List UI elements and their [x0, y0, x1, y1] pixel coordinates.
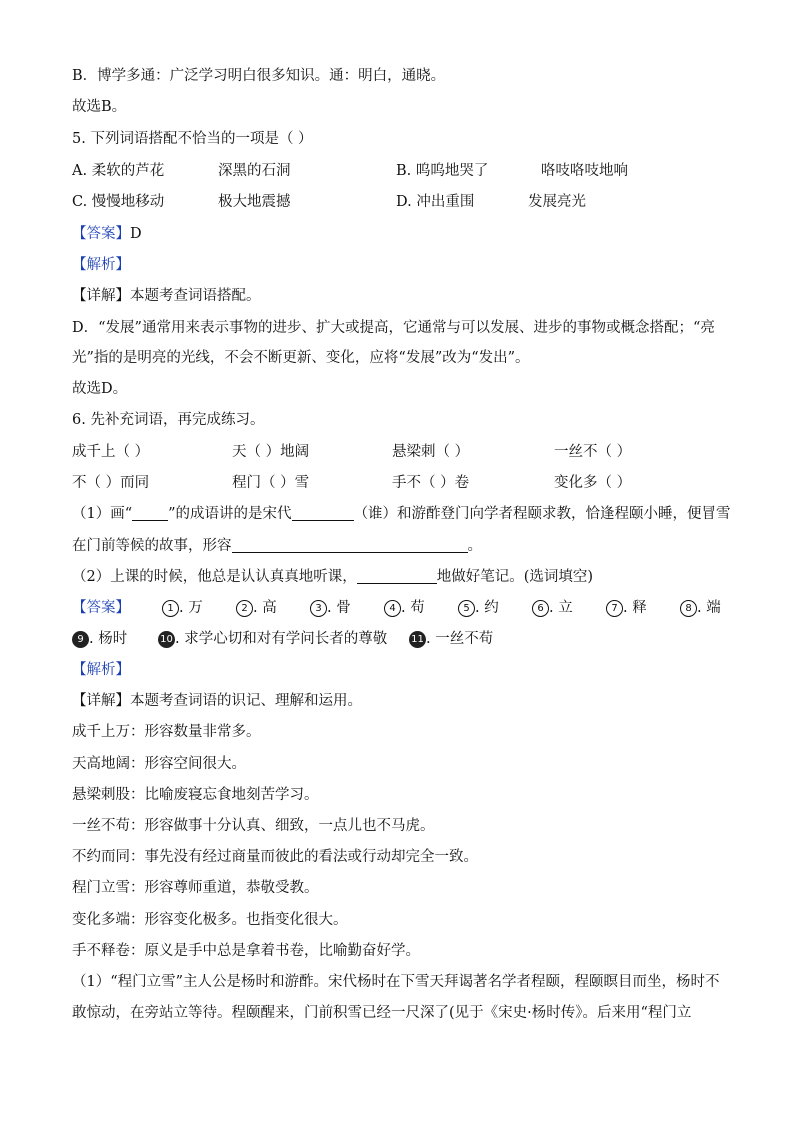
blank-line — [132, 504, 168, 521]
circled-number: 4 — [384, 600, 401, 617]
explain-7: 变化多端：形容变化极多。也指变化很大。 — [72, 912, 348, 928]
detail-5-text: 本题考查词语搭配。 — [130, 288, 261, 304]
explain-3: 悬梁刺股：比喻废寝忘食地刻苦学习。 — [72, 787, 319, 803]
answer-value: 万 — [188, 600, 203, 616]
answer-6-9: 9 . 杨时 — [72, 629, 127, 649]
option-b-explanation: B．博学多通：广泛学习明白很多知识。通：明白，通晓。 — [72, 68, 446, 84]
circled-number: 1 — [162, 600, 179, 617]
answer-value: 高 — [262, 600, 277, 616]
answer-value: 立 — [558, 600, 573, 616]
detail-6 — [72, 691, 362, 711]
word-blank-4: 一丝不（ ） — [554, 444, 632, 460]
question-5: 5. 下列词语搭配不恰当的一项是（ ） — [72, 131, 313, 147]
answer-value: 释 — [632, 600, 647, 616]
detail-label: 【详解】 — [72, 288, 130, 304]
word-blank-2: 天（ ）地阔 — [232, 444, 310, 460]
circled-number: 7 — [606, 600, 623, 617]
answer-label: 【答案】 — [72, 226, 130, 242]
subquestion-1-line1 — [72, 504, 731, 524]
sub1-part-d: 在门前等候的故事，形容 — [72, 538, 232, 554]
word-blank-8: 变化多（ ） — [554, 475, 632, 491]
word-blank-3: 悬梁刺（ ） — [392, 444, 470, 460]
blank-line — [357, 567, 437, 584]
analysis-label-6: 【解析】 — [72, 662, 130, 678]
conclusion-b: 故选B。 — [72, 99, 127, 115]
question-6: 6. 先补充词语，再完成练习。 — [72, 412, 265, 428]
q5-option-c: C. 慢慢地移动 — [72, 194, 165, 210]
word-blank-1: 成千上（ ） — [72, 444, 150, 460]
explain-1: 成千上万：形容数量非常多。 — [72, 724, 261, 740]
analysis-label-5: 【解析】 — [72, 257, 130, 273]
subquestion-2 — [72, 567, 593, 587]
circled-number: 3 — [310, 600, 327, 617]
circled-number: 2 — [236, 600, 253, 617]
answer-5 — [72, 224, 142, 244]
circled-number: 8 — [680, 600, 697, 617]
answer-6-1: 1 . 万 — [162, 598, 203, 618]
answer-6-7: 7 . 释 — [606, 598, 647, 618]
sub1-part-b: ”的成语讲的是宋代 — [168, 506, 292, 522]
q5-option-c-2: 极大地震撼 — [218, 194, 291, 210]
explain-5: 不约而同：事先没有经过商量而彼此的看法或行动却完全一致。 — [72, 849, 478, 865]
detail-6-text: 本题考查词语的识记、理解和运用。 — [130, 693, 362, 709]
sub2-part-b: 地做好笔记。(选词填空) — [436, 569, 594, 585]
q5-option-b: B. 呜呜地哭了 — [396, 163, 489, 179]
answer-value: 求学心切和对有学问长者的尊敬 — [184, 631, 388, 647]
q5-option-d: D. 冲出重围 — [396, 194, 475, 210]
q5-option-a: A. 柔软的芦花 — [72, 163, 165, 179]
answer-6-11: 11 . 一丝不苟 — [409, 629, 493, 649]
detail-label: 【详解】 — [72, 693, 130, 709]
answer-6-8: 8 . 端 — [680, 598, 721, 618]
q5-option-d-2: 发展亮光 — [528, 194, 586, 210]
answer-5-value: D — [130, 226, 142, 242]
word-blank-5: 不（ ）而同 — [72, 475, 150, 491]
circled-number: 6 — [532, 600, 549, 617]
answer-value: 杨时 — [98, 631, 128, 647]
final-paragraph-line2: 敢惊动，在旁站立等待。程颐醒来，门前积雪已经一尺深了(见于《宋史·杨时传》。后来用“程门立 — [72, 1005, 692, 1021]
explain-8: 手不释卷：原义是手中总是拿着书卷，比喻勤奋好学。 — [72, 943, 420, 959]
conclusion-d: 故选D。 — [72, 381, 128, 397]
circled-number: 5 — [458, 600, 475, 617]
sub1-part-a: （1）画“ — [72, 506, 133, 522]
sub1-part-e: 。 — [467, 538, 482, 554]
answer-value: 骨 — [336, 600, 351, 616]
circled-number: 9 — [72, 631, 89, 648]
q5-option-b-2: 咯吱咯吱地响 — [541, 163, 628, 179]
sub2-part-a: （2）上课的时候，他总是认认真真地听课， — [72, 569, 357, 585]
answer-6-5: 5 . 约 — [458, 598, 499, 618]
circled-number: 10 — [158, 631, 175, 648]
q5-option-a-2: 深黑的石洞 — [218, 163, 291, 179]
sub1-part-c: （谁）和游酢登门向学者程颐求教，恰逢程颐小睡，便冒雪 — [353, 506, 731, 522]
answer-6-6: 6 . 立 — [532, 598, 573, 618]
detail-5 — [72, 286, 261, 306]
answer-value: 苟 — [410, 600, 425, 616]
answer-value: 一丝不苟 — [435, 631, 494, 647]
explain-6: 程门立雪：形容尊师重道，恭敬受教。 — [72, 880, 319, 896]
answer-value: 约 — [484, 600, 499, 616]
circled-number: 11 — [409, 631, 426, 648]
answer-6-3: 3 . 骨 — [310, 598, 351, 618]
blank-line — [232, 536, 468, 553]
answer-value: 端 — [706, 600, 721, 616]
explain-2: 天高地阔：形容空间很大。 — [72, 756, 246, 772]
detail-d-line1: D．“发展”通常用来表示事物的进步、扩大或提高，它通常与可以发展、进步的事物或概念搭配；“亮 — [72, 320, 715, 336]
word-blank-7: 手不（ ）卷 — [392, 475, 470, 491]
explain-4: 一丝不苟：形容做事十分认真、细致，一点儿也不马虎。 — [72, 818, 435, 834]
final-paragraph-line1: （1）“程门立雪”主人公是杨时和游酢。宋代杨时在下雪天拜谒著名学者程颐，程颐瞑目而坐，杨时不 — [72, 974, 720, 990]
answer-label-6: 【答案】 — [72, 600, 130, 616]
answer-6-2: 2 . 高 — [236, 598, 277, 618]
detail-d-line2: 光”指的是明亮的光线，不会不断更新、变化，应将“发展”改为“发出”。 — [72, 350, 530, 366]
word-blank-6: 程门（ ）雪 — [232, 475, 310, 491]
answer-6-10: 10 . 求学心切和对有学问长者的尊敬 — [158, 629, 387, 649]
subquestion-1-line2 — [72, 536, 482, 556]
blank-line — [292, 504, 354, 521]
answer-6-4: 4 . 苟 — [384, 598, 425, 618]
